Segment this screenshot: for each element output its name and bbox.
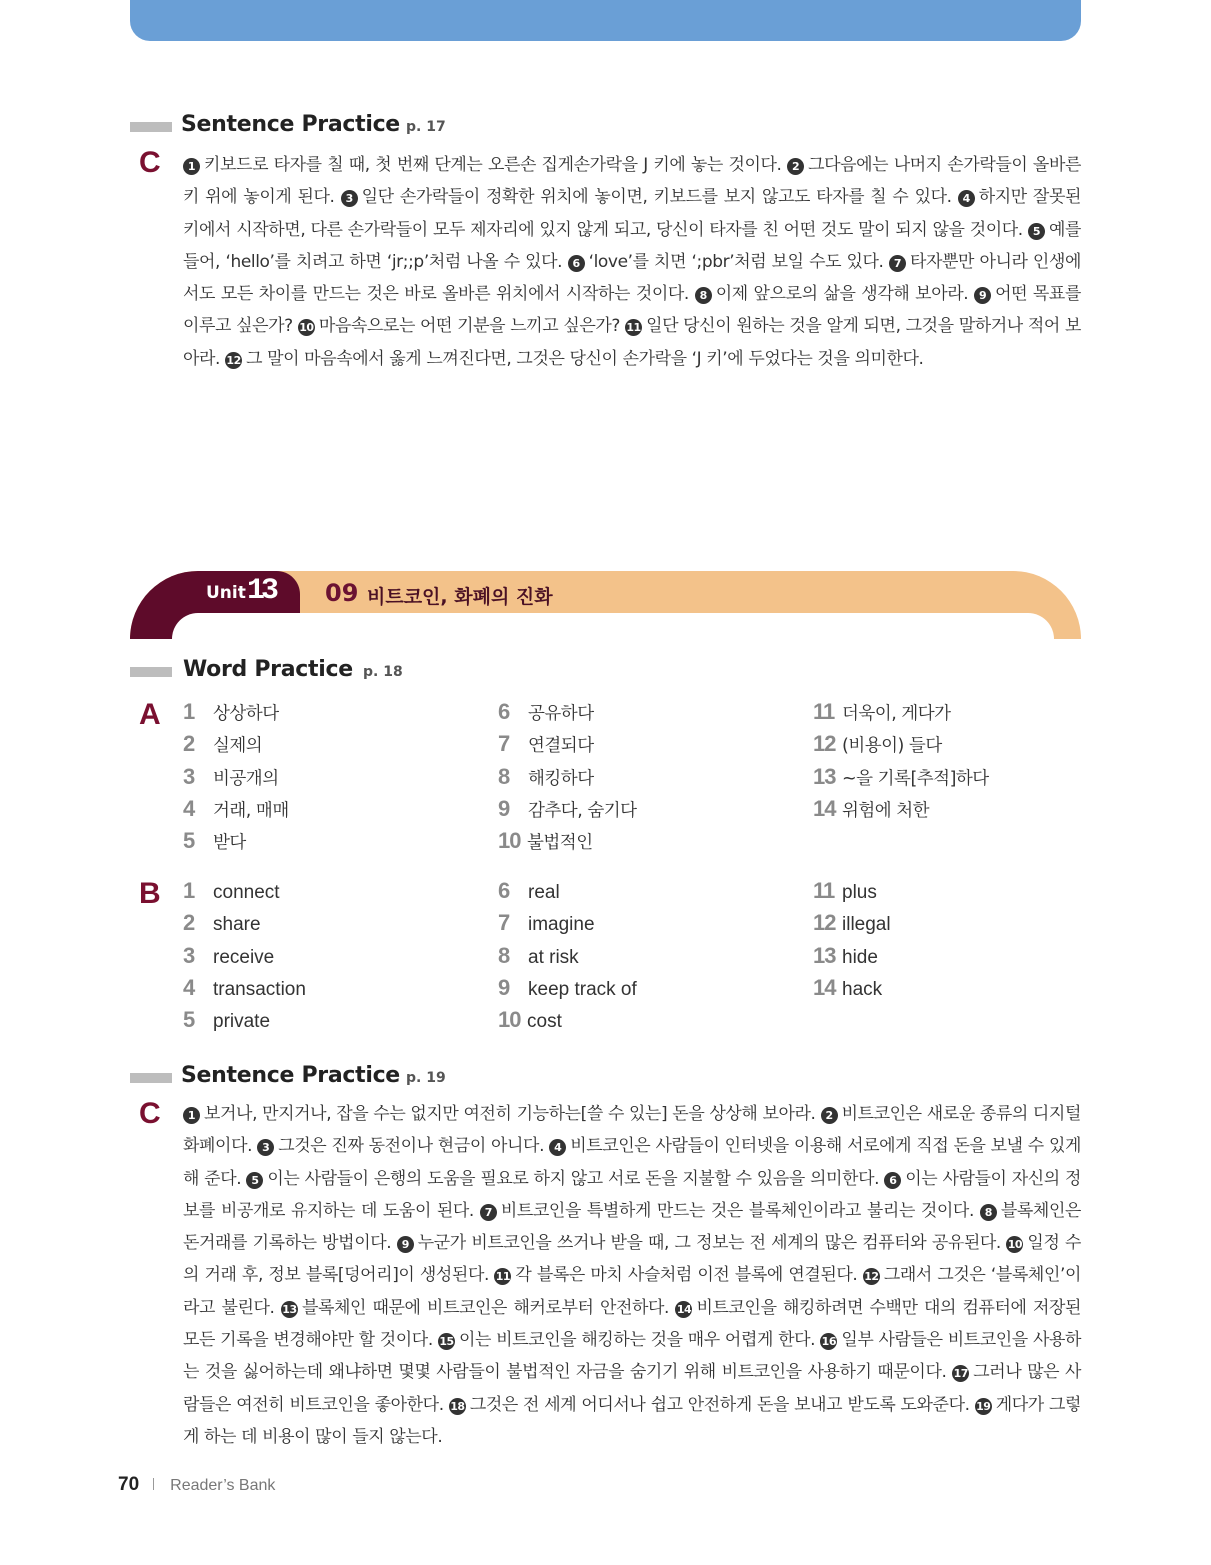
vocab-number: 9 xyxy=(498,795,510,821)
vocab-number: 5 xyxy=(183,828,195,854)
sentence-number-badge: 17 xyxy=(953,1367,968,1381)
page-reference: p. 18 xyxy=(363,664,403,680)
section-title: Sentence Practice xyxy=(181,1063,400,1088)
vocab-text: 거래, 매매 xyxy=(213,800,289,821)
sentence-number-badge: 5 xyxy=(1028,223,1045,240)
vocab-number: 13 xyxy=(813,942,836,968)
vocab-text: 감추다, 숨기다 xyxy=(528,800,637,821)
sentence-number-badge: 7 xyxy=(889,255,906,272)
sentence-number-badge: 9 xyxy=(974,287,991,304)
sentence-text: 예를 들어, ‘hello’를 치려고 하면 ‘jr;;p’처럼 나올 수 있다. xyxy=(183,219,1081,272)
vocab-item xyxy=(498,1007,562,1037)
sentence-text: 일부 사람들은 비트코인을 사용하는 것을 싫어하는데 왜냐하면 몇몇 사람들이 불법적인 자금을 숨기기 위해 비트코인을 사용하기 때문이다. xyxy=(183,1330,1082,1383)
vocab-item xyxy=(813,910,891,940)
vocab-number: 13 xyxy=(813,763,836,789)
vocab-number: 10 xyxy=(498,828,521,854)
vocab-text: hide xyxy=(842,946,878,968)
vocab-text: real xyxy=(528,882,560,903)
sentence-number-badge: 12 xyxy=(226,353,241,367)
vocab-item xyxy=(498,878,560,908)
sentence-text: 보거나, 만지거나, 잡을 수는 없지만 여전히 기능하는[쓸 수 있는] 돈을 상상해 보아라. xyxy=(204,1104,816,1124)
sentence-text: 블록체인 때문에 비트코인은 해커로부터 안전하다. xyxy=(301,1297,670,1318)
sentence-number-badge: 3 xyxy=(257,1139,274,1156)
vocab-item xyxy=(813,796,929,826)
vocab-number: 1 xyxy=(183,878,195,903)
page-number: 70 xyxy=(118,1474,140,1495)
sentence-text: 일단 당신이 원하는 것을 알게 되면, 그것을 말하거나 적어 보아라. xyxy=(183,316,1081,369)
vocab-text: 비공개의 xyxy=(213,768,279,789)
vocab-item xyxy=(498,975,637,1005)
vocab-item xyxy=(813,975,882,1005)
vocab-item xyxy=(498,764,594,794)
sentence-text: 비트코인을 해킹하려면 수백만 대의 컴퓨터에 저장된 모든 기록을 변경해야만 할 것이다. xyxy=(183,1297,1082,1351)
sentence-text: 이는 사람들이 자신의 정보를 비공개로 유지하는 데 도움이 된다. xyxy=(183,1168,1081,1221)
sentence-number-badge: 1 xyxy=(183,1107,200,1124)
sentence-number-badge: 13 xyxy=(282,1302,297,1316)
vocab-text: share xyxy=(213,914,261,936)
passage-text-2 xyxy=(183,1098,1081,1453)
sentence-text: 비트코인을 특별하게 만드는 것은 블록체인이라고 불리는 것이다. xyxy=(500,1200,974,1221)
vocab-item xyxy=(183,796,289,826)
vocab-item xyxy=(498,828,593,858)
part-letter-c-2: C xyxy=(139,1097,161,1130)
vocab-text: hack xyxy=(842,978,883,1000)
vocab-text: connect xyxy=(213,882,280,903)
sentence-number-badge: 4 xyxy=(958,190,975,207)
vocab-item xyxy=(813,943,878,973)
vocab-number: 4 xyxy=(183,795,195,821)
sentence-number-badge: 18 xyxy=(450,1399,465,1413)
sentence-number-badge: 8 xyxy=(695,287,712,304)
vocab-text: cost xyxy=(527,1011,562,1033)
vocab-item xyxy=(183,910,261,940)
sentence-text: 이는 비트코인을 해킹하는 것을 매우 어렵게 한다. xyxy=(458,1330,816,1351)
section-header-bar xyxy=(130,667,172,677)
vocab-text: 불법적인 xyxy=(527,833,593,854)
vocab-number: 11 xyxy=(813,878,835,903)
vocab-text: 실제의 xyxy=(213,736,263,757)
sentence-text: 비트코인은 새로운 종류의 디지털 화폐이다. xyxy=(183,1104,1081,1157)
part-letter-c-1: C xyxy=(139,146,161,179)
vocab-item xyxy=(183,764,279,794)
sentence-text: 블록체인은 돈거래를 기록하는 방법이다. xyxy=(183,1200,1081,1254)
unit-banner xyxy=(130,571,1081,639)
vocab-text: ~을 기록[추적]하다 xyxy=(842,768,989,789)
sentence-number-badge: 8 xyxy=(980,1204,997,1221)
vocab-text: 받다 xyxy=(213,833,246,854)
vocab-text: keep track of xyxy=(528,978,637,1000)
vocab-number: 10 xyxy=(498,1007,521,1033)
sentence-text: 일단 손가락들이 정확한 위치에 놓이면, 키보드를 보지 않고도 타자를 칠 수 있다. xyxy=(361,187,952,208)
section-header-bar xyxy=(130,122,172,132)
sentence-text: 그 말이 마음속에서 옳게 느껴진다면, 그것은 당신이 손가락을 ‘J 키’에 두었다는 것을 의미한다. xyxy=(246,348,924,369)
vocab-item xyxy=(183,878,280,908)
sentence-number-badge: 7 xyxy=(480,1204,497,1221)
sentence-text: 비트코인은 사람들이 인터넷을 이용해 서로에게 직접 돈을 보낼 수 있게 해 준다. xyxy=(183,1136,1081,1189)
sentence-number-badge: 14 xyxy=(676,1302,692,1316)
vocab-text: receive xyxy=(213,946,275,968)
page-reference: p. 17 xyxy=(406,119,446,135)
sentence-number-badge: 12 xyxy=(864,1270,879,1284)
sentence-number-badge: 2 xyxy=(821,1107,838,1124)
sentence-text: 하지만 잘못된 키에서 시작하면, 다른 손가락들이 모두 제자리에 있지 않게 되고, 당신이 타자를 친 어떤 것도 말이 되지 않을 것이다. xyxy=(183,187,1081,240)
sentence-text: 일정 수의 거래 후, 정보 블록[덩어리]이 생성된다. xyxy=(183,1233,1081,1286)
vocab-text: private xyxy=(213,1011,271,1033)
chapter-title: 비트코인, 화폐의 진화 xyxy=(367,586,553,608)
vocab-item xyxy=(498,796,637,826)
vocab-number: 8 xyxy=(498,942,510,968)
vocab-text: 공유하다 xyxy=(528,704,594,724)
sentence-text: 그것은 진짜 동전이나 현금이 아니다. xyxy=(278,1136,545,1157)
page-footer xyxy=(118,1474,275,1496)
sentence-text: 각 블록은 마치 사슬처럼 이전 블록에 연결된다. xyxy=(515,1265,858,1286)
vocab-number: 3 xyxy=(183,942,195,968)
vocab-text: 해킹하다 xyxy=(528,768,594,789)
top-header-bar xyxy=(130,0,1081,41)
sentence-number-badge: 16 xyxy=(821,1335,836,1349)
sentence-number-badge: 5 xyxy=(246,1172,263,1189)
sentence-text: 키보드로 타자를 칠 때, 첫 번째 단계는 오른손 집게손가락을 J 키에 놓는 것이다. xyxy=(204,155,782,175)
vocab-item xyxy=(498,943,579,973)
vocab-item xyxy=(183,828,246,858)
vocab-number: 9 xyxy=(498,974,510,1000)
vocab-item xyxy=(498,731,594,761)
vocab-number: 6 xyxy=(498,878,510,903)
unit-label: Unit xyxy=(206,583,246,603)
vocab-item xyxy=(813,731,942,761)
vocab-item xyxy=(813,878,877,908)
sentence-number-badge: 11 xyxy=(626,321,641,335)
vocab-text: 더욱이, 게다가 xyxy=(842,704,951,724)
sentence-text: 이제 앞으로의 삶을 생각해 보아라. xyxy=(715,284,969,305)
vocab-number: 14 xyxy=(813,974,836,1000)
vocab-text: (비용이) 들다 xyxy=(842,736,942,757)
vocab-number: 2 xyxy=(183,731,195,757)
vocab-number: 11 xyxy=(813,699,835,724)
sentence-number-badge: 4 xyxy=(549,1139,566,1156)
vocab-item xyxy=(813,764,989,794)
sentence-number-badge: 11 xyxy=(495,1270,511,1284)
sentence-text: 그것은 전 세계 어디서나 쉽고 안전하게 돈을 보내고 받도록 도와준다. xyxy=(469,1394,970,1415)
sentence-number-badge: 3 xyxy=(341,190,358,207)
vocab-number: 12 xyxy=(813,910,836,936)
sentence-text: ‘love’를 치면 ‘;pbr’처럼 보일 수도 있다. xyxy=(588,251,884,272)
sentence-text: 누군가 비트코인을 쓰거나 받을 때, 그 정보는 전 세계의 많은 컴퓨터와 공유된다. xyxy=(417,1233,1001,1254)
vocab-item xyxy=(498,699,594,729)
vocab-text: plus xyxy=(842,882,877,903)
vocab-item xyxy=(183,943,274,973)
vocab-item xyxy=(183,731,262,761)
page-reference: p. 19 xyxy=(406,1070,446,1086)
section-title: Word Practice xyxy=(183,657,353,682)
sentence-text: 이는 사람들이 은행의 도움을 필요로 하지 않고 서로 돈을 지불할 수 있음을 의미한다. xyxy=(267,1168,880,1189)
part-letter-b: B xyxy=(139,877,161,910)
sentence-text: 어떤 목표를 이루고 싶은가? xyxy=(183,284,1081,337)
sentence-text: 마음속으로는 어떤 기분을 느끼고 싶은가? xyxy=(318,316,621,337)
section-title: Sentence Practice xyxy=(181,112,400,137)
sentence-number-badge: 2 xyxy=(787,158,804,175)
vocab-number: 2 xyxy=(183,910,195,936)
vocab-number: 1 xyxy=(183,699,195,724)
vocab-item xyxy=(183,699,279,729)
book-title: Reader’s Bank xyxy=(170,1477,276,1494)
vocab-number: 3 xyxy=(183,763,195,789)
vocab-text: imagine xyxy=(528,914,595,936)
sentence-text: 게다가 그렇게 하는 데 비용이 많이 들지 않는다. xyxy=(183,1394,1082,1447)
vocab-number: 12 xyxy=(813,731,836,757)
vocab-text: 연결되다 xyxy=(528,736,594,757)
section-header-bar xyxy=(130,1073,172,1083)
sentence-text: 그러나 많은 사람들은 여전히 비트코인을 좋아한다. xyxy=(183,1362,1081,1415)
sentence-text: 그다음에는 나머지 손가락들이 올바른 키 위에 놓이게 된다. xyxy=(183,155,1081,208)
vocab-number: 8 xyxy=(498,763,510,789)
vocab-item xyxy=(183,975,306,1005)
sentence-number-badge: 10 xyxy=(1007,1238,1023,1252)
sentence-text: 그래서 그것은 ‘블록체인’이라고 불린다. xyxy=(183,1265,1081,1318)
sentence-number-badge: 19 xyxy=(976,1399,991,1413)
vocab-number: 6 xyxy=(498,699,510,724)
vocab-text: at risk xyxy=(528,946,579,968)
vocab-text: 위험에 처한 xyxy=(842,800,930,821)
sentence-number-badge: 6 xyxy=(884,1172,901,1189)
sentence-number-badge: 6 xyxy=(568,255,585,272)
vocab-number: 14 xyxy=(813,795,836,821)
chapter-number: 09 xyxy=(325,579,359,607)
vocab-text: 상상하다 xyxy=(213,704,279,724)
vocab-item xyxy=(813,699,951,729)
vocab-text: illegal xyxy=(842,914,891,936)
sentence-number-badge: 15 xyxy=(439,1335,454,1349)
vocab-number: 4 xyxy=(183,974,195,1000)
sentence-number-badge: 9 xyxy=(397,1236,414,1253)
vocab-number: 7 xyxy=(498,910,510,936)
vocab-item xyxy=(498,910,595,940)
vocab-item xyxy=(183,1007,270,1037)
part-letter-a: A xyxy=(139,698,161,731)
vocab-number: 7 xyxy=(498,731,510,757)
sentence-number-badge: 1 xyxy=(183,158,200,175)
vocab-number: 5 xyxy=(183,1007,195,1033)
vocab-text: transaction xyxy=(213,978,306,1000)
sentence-text: 타자뿐만 아니라 인생에서도 모든 차이를 만드는 것은 바로 올바른 위치에서 시작하는 것이다. xyxy=(183,251,1081,305)
unit-number: 13 xyxy=(247,574,276,608)
footer-divider xyxy=(153,1478,154,1490)
passage-text-1 xyxy=(183,149,1081,375)
sentence-number-badge: 10 xyxy=(299,321,314,335)
